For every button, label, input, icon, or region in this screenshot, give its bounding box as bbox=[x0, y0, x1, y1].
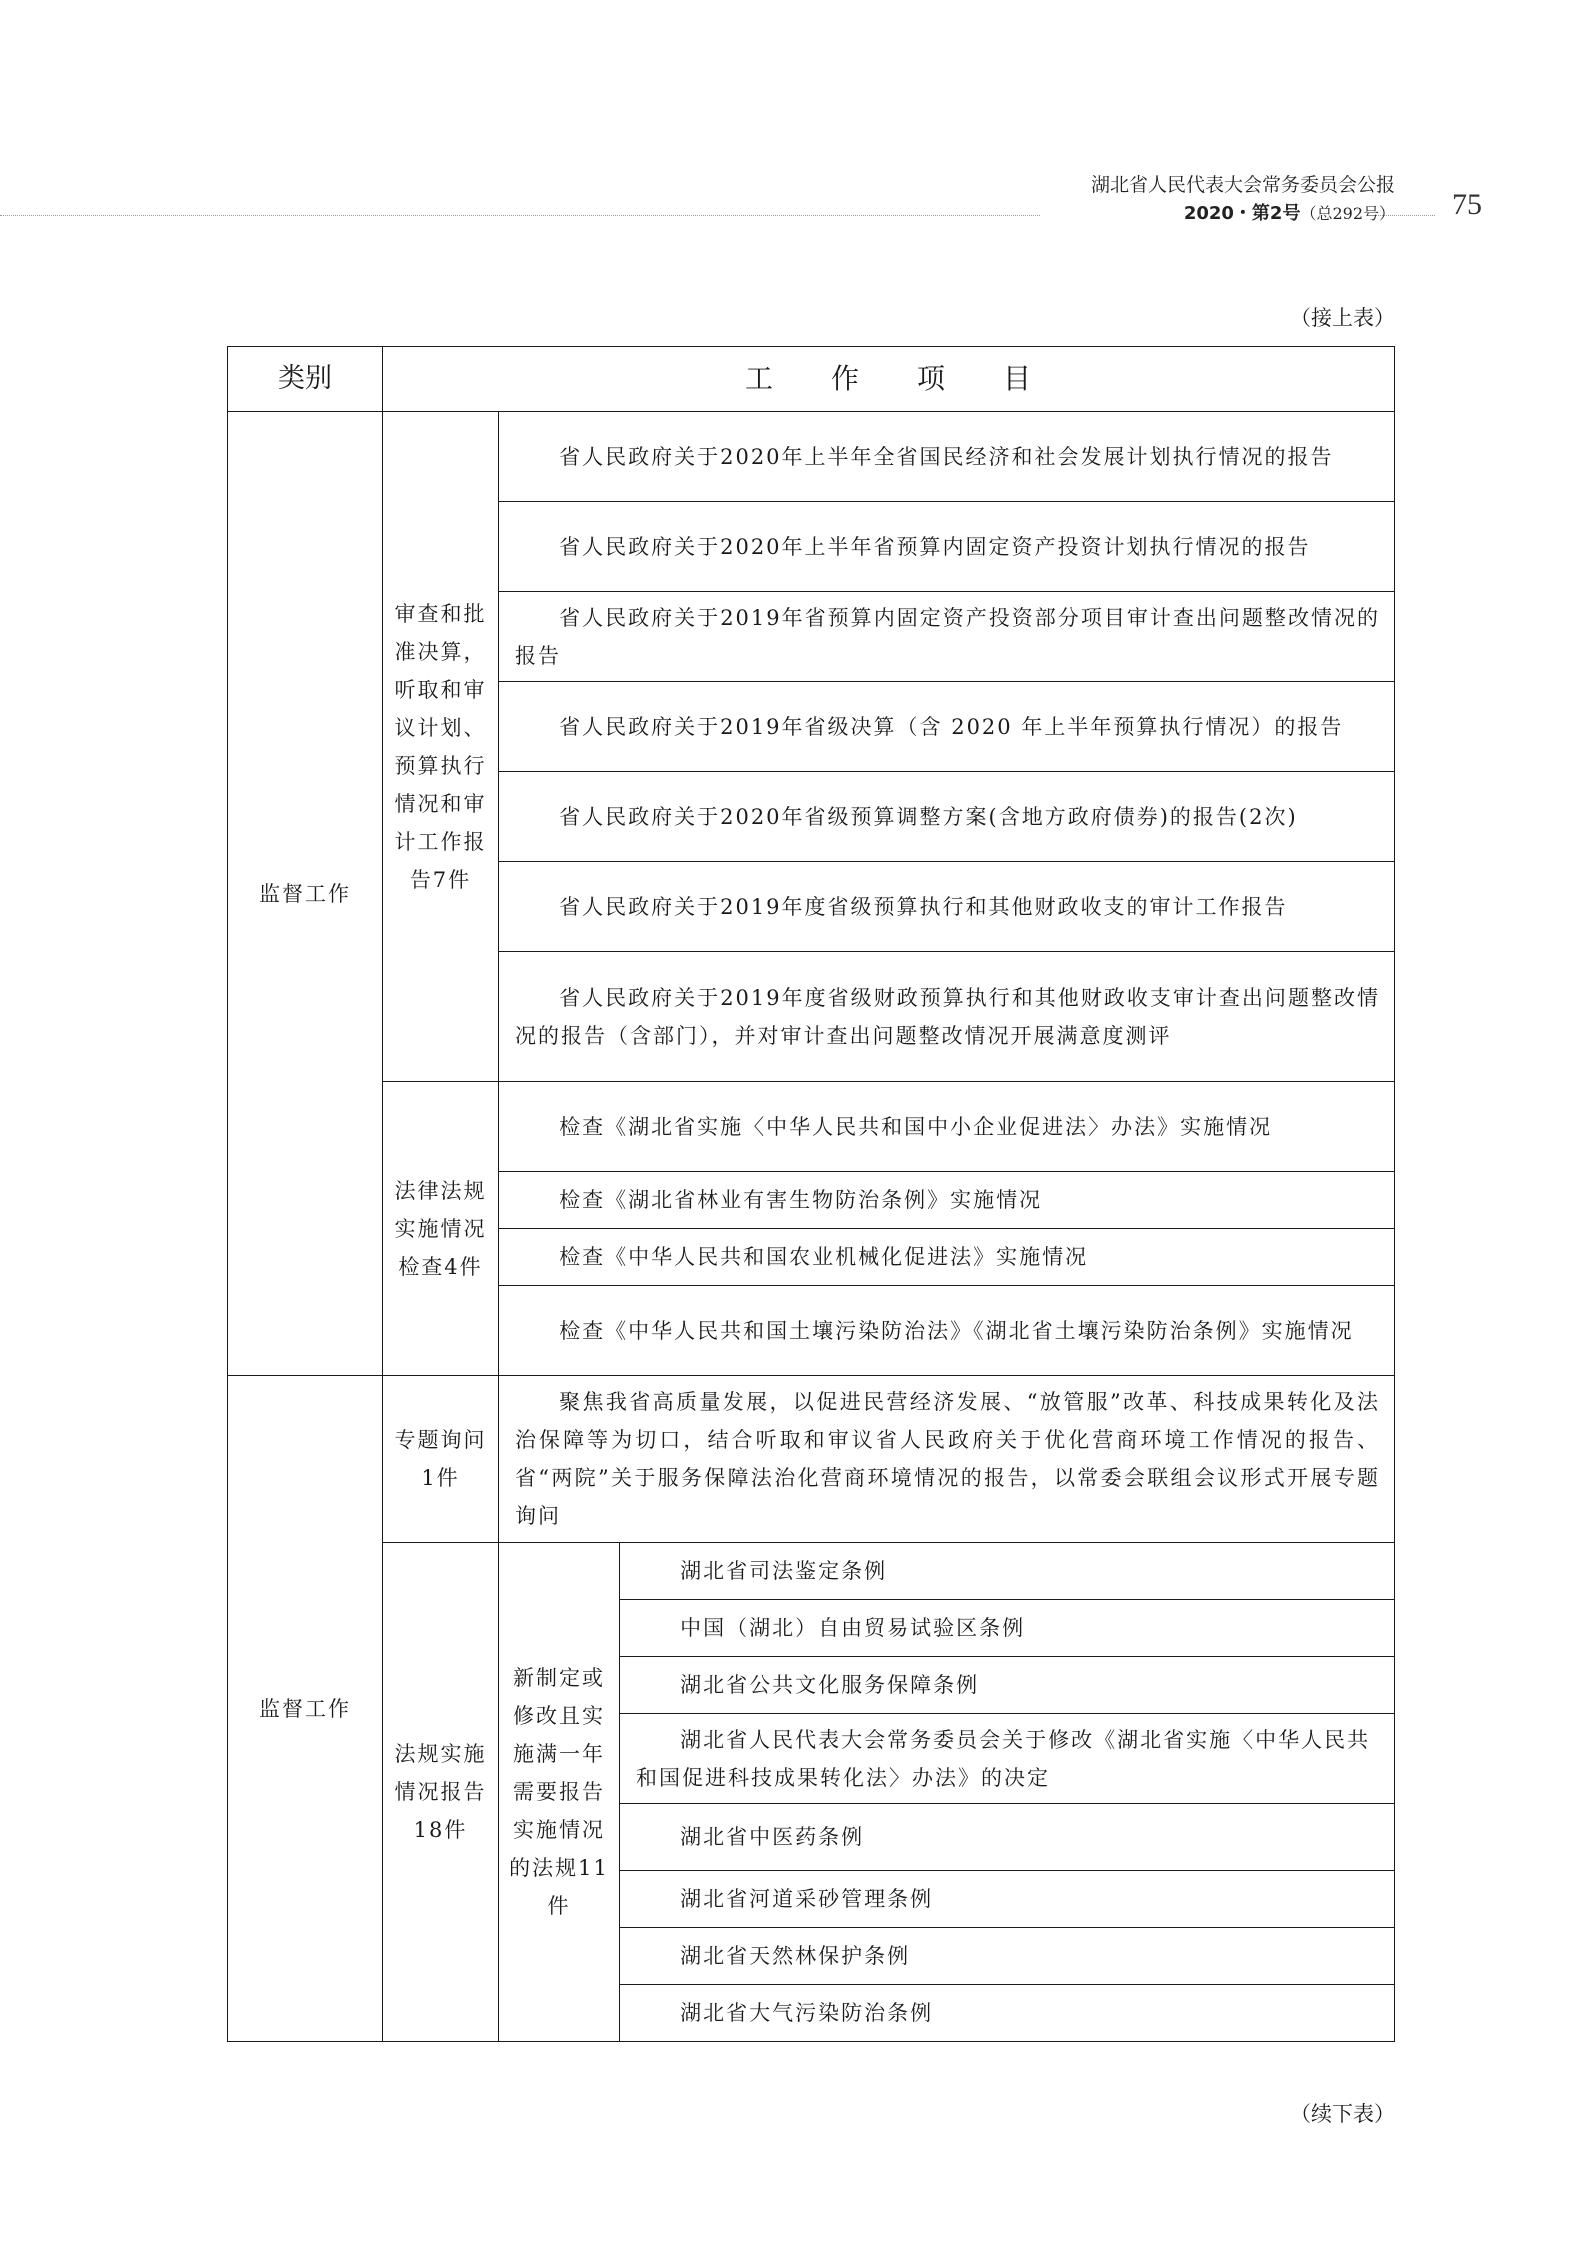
law-item: 湖北省人民代表大会常务委员会关于修改《湖北省实施〈中华人民共和国促进科技成果转化法〉办法》的决定 bbox=[620, 1714, 1395, 1804]
table-row bbox=[228, 1543, 1395, 1600]
header-rule-left bbox=[0, 215, 1040, 216]
section-label: 法律法规实施情况检查4件 bbox=[383, 1082, 499, 1376]
subsection-label: 新制定或修改且实施满一年需要报告实施情况的法规11件 bbox=[499, 1543, 620, 2042]
continued-from-note: （接上表） bbox=[1290, 306, 1395, 330]
category-cell: 监督工作 bbox=[228, 412, 383, 1376]
issue-total: （总292号） bbox=[1300, 204, 1395, 223]
issue-number bbox=[1184, 199, 1395, 225]
work-item: 省人民政府关于2019年度省级预算执行和其他财政收支的审计工作报告 bbox=[499, 862, 1395, 952]
section-label: 法规实施情况报告18件 bbox=[383, 1543, 499, 2042]
journal-title: 湖北省人民代表大会常务委员会公报 bbox=[1090, 174, 1395, 196]
section-label: 审查和批准决算，听取和审议计划、预算执行情况和审计工作报告7件 bbox=[383, 412, 499, 1082]
work-item: 检查《中华人民共和国土壤污染防治法》《湖北省土壤污染防治条例》实施情况 bbox=[499, 1286, 1395, 1376]
work-item: 省人民政府关于2020年上半年全省国民经济和社会发展计划执行情况的报告 bbox=[499, 412, 1395, 502]
category-cell: 监督工作 bbox=[228, 1376, 383, 2042]
law-item: 湖北省河道采砂管理条例 bbox=[620, 1871, 1395, 1928]
law-item: 湖北省公共文化服务保障条例 bbox=[620, 1657, 1395, 1714]
work-item: 省人民政府关于2019年省预算内固定资产投资部分项目审计查出问题整改情况的报告 bbox=[499, 592, 1395, 682]
work-items-table bbox=[227, 346, 1395, 2042]
law-item: 湖北省中医药条例 bbox=[620, 1804, 1395, 1871]
table-header-row bbox=[228, 347, 1395, 412]
work-item: 检查《湖北省实施〈中华人民共和国中小企业促进法〉办法》实施情况 bbox=[499, 1082, 1395, 1172]
continued-to-note: （续下表） bbox=[1290, 2102, 1395, 2126]
law-item: 中国（湖北）自由贸易试验区条例 bbox=[620, 1600, 1395, 1657]
law-item: 湖北省天然林保护条例 bbox=[620, 1928, 1395, 1985]
section-label: 专题询问1件 bbox=[383, 1376, 499, 1543]
law-item: 湖北省司法鉴定条例 bbox=[620, 1543, 1395, 1600]
header-category: 类别 bbox=[228, 347, 383, 412]
header-work-items: 工作项目 bbox=[383, 347, 1395, 412]
work-item: 检查《湖北省林业有害生物防治条例》实施情况 bbox=[499, 1172, 1395, 1229]
issue-main: 2020・第2号 bbox=[1183, 203, 1301, 224]
work-item: 省人民政府关于2020年省级预算调整方案(含地方政府债券)的报告(2次) bbox=[499, 772, 1395, 862]
page-number: 75 bbox=[1452, 188, 1482, 221]
work-item: 聚焦我省高质量发展，以促进民营经济发展、“放管服”改革、科技成果转化及法治保障等为切口，结合听取和审议省人民政府关于优化营商环境工作情况的报告、省“两院”关于服务保障法治化营商环境情况的报告，以常委会联组会议形式开展专题询问 bbox=[499, 1376, 1395, 1543]
work-item: 省人民政府关于2019年度省级财政预算执行和其他财政收支审计查出问题整改情况的报告（含部门），并对审计查出问题整改情况开展满意度测评 bbox=[499, 952, 1395, 1082]
table-row bbox=[228, 1376, 1395, 1543]
law-item: 湖北省大气污染防治条例 bbox=[620, 1985, 1395, 2042]
work-item: 省人民政府关于2019年省级决算（含 2020 年上半年预算执行情况）的报告 bbox=[499, 682, 1395, 772]
table-row bbox=[228, 412, 1395, 502]
work-item: 检查《中华人民共和国农业机械化促进法》实施情况 bbox=[499, 1229, 1395, 1286]
work-item: 省人民政府关于2020年上半年省预算内固定资产投资计划执行情况的报告 bbox=[499, 502, 1395, 592]
table-row bbox=[228, 1082, 1395, 1172]
